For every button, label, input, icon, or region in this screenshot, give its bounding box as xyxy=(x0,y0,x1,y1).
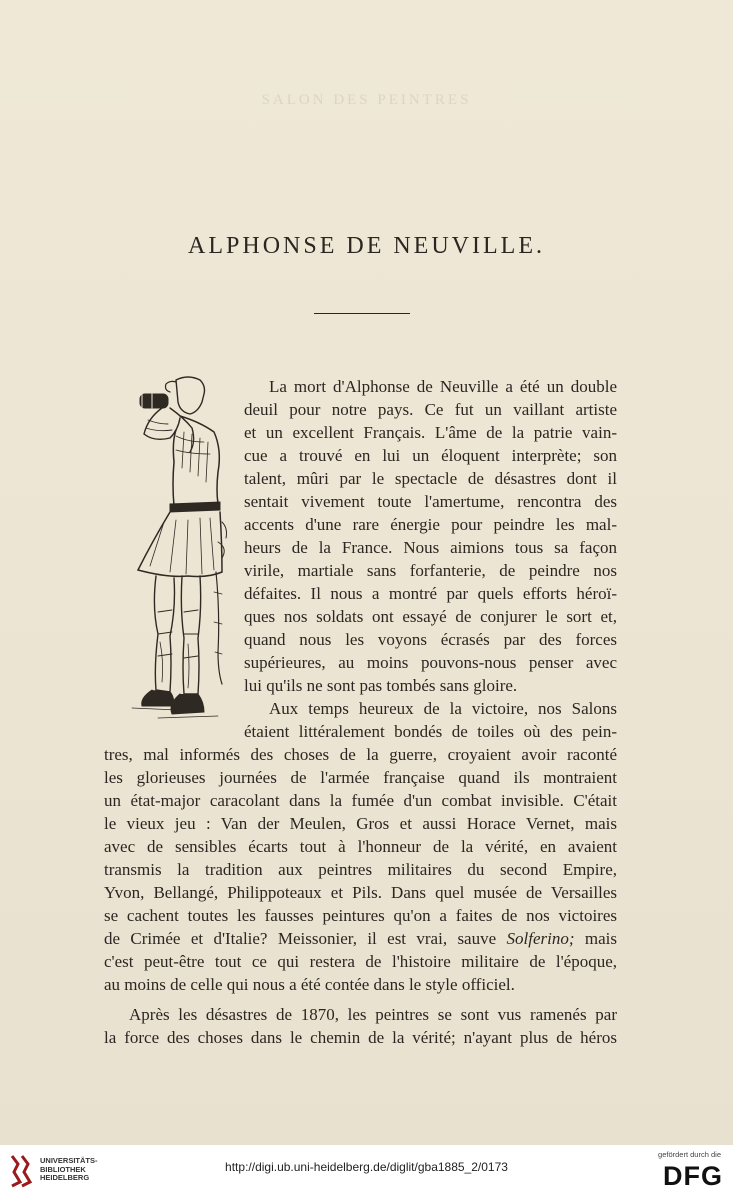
text-segment: mais xyxy=(584,929,618,948)
text-line: les glorieuses journées de l'armée française quand ils montraient xyxy=(104,768,617,787)
text-line: tres, mal informés des choses de la guerre, croyaient avoir raconté xyxy=(104,745,617,764)
text-line: cue a trouvé en lui un éloquent interprète; son xyxy=(244,446,617,465)
text-line: un état-major caracolant dans la fumée d'un combat invisible. C'était xyxy=(104,791,617,810)
text-line: la force des choses dans le chemin de la vérité; n'ayant plus de héros xyxy=(104,1028,617,1047)
text-line: transmis la tradition aux peintres militaires du second Empire, xyxy=(104,860,617,879)
painting-title: Solferino; xyxy=(506,929,575,948)
text-line: Yvon, Bellangé, Philippoteaux et Pils. Dans quel musée de Versailles xyxy=(104,883,617,902)
source-url-link[interactable]: http://digi.ub.uni-heidelberg.de/diglit/gba1885_2/0173 xyxy=(225,1160,508,1174)
library-line: BIBLIOTHEK xyxy=(40,1164,86,1174)
text-line: lui qu'ils ne sont pas tombés sans gloire. xyxy=(244,676,518,695)
text-line: heurs de la France. Nous aimions tous sa façon xyxy=(244,538,617,557)
text-line-solferino xyxy=(104,927,617,950)
library-line: HEIDELBERG xyxy=(40,1173,90,1182)
text-line: au moins de celle qui nous a été contée dans le style officiel. xyxy=(104,975,515,994)
text-line: avec de sensibles écarts tout à l'honneur de la vérité, en avaient xyxy=(104,837,617,856)
text-line: défaites. Il nous a montré par quels efforts héroï- xyxy=(244,584,617,603)
funding-caption: gefördert durch die xyxy=(658,1150,721,1159)
text-line: La mort d'Alphonse de Neuville a été un double xyxy=(269,377,617,396)
text-line: sentait vivement toute l'amertume, rencontra des xyxy=(244,492,617,511)
soldier-illustration xyxy=(118,372,234,727)
text-line: le vieux jeu : Van der Meulen, Gros et aussi Horace Vernet, mais xyxy=(104,814,617,833)
text-line: quand nous les voyons écrasés par des forces xyxy=(244,630,617,649)
text-line: étaient littéralement bondés de toiles où des pein- xyxy=(244,722,617,741)
text-line: Aux temps heureux de la victoire, nos Salons xyxy=(269,699,617,718)
text-line: et un excellent Français. L'âme de la patrie vain- xyxy=(244,423,617,442)
text-segment: de Crimée et d'Italie? Meissonier, il est vrai, sauve xyxy=(104,929,497,948)
running-head-bleedthrough: SALON DES PEINTRES xyxy=(261,92,472,108)
text-line: ques nos soldats ont essayé de conjurer le sort et, xyxy=(244,607,617,626)
text-line: supérieures, au moins pouvons-nous penser avec xyxy=(244,653,617,672)
text-line: se cachent toutes les fausses peintures qu'on a faites de nos victoires xyxy=(104,906,617,925)
text-line: c'est peut-être tout ce qui restera de l'histoire militaire de l'époque, xyxy=(104,952,617,971)
text-line: deuil pour notre pays. Ce fut un vaillant artiste xyxy=(244,400,617,419)
text-line: Après les désastres de 1870, les peintres se sont vus ramenés par xyxy=(129,1005,617,1024)
text-line: virile, martiale sans forfanterie, de peindre nos xyxy=(244,561,617,580)
title-rule xyxy=(314,313,410,314)
library-line: UNIVERSITÄTS- xyxy=(40,1156,98,1165)
dfg-logo: DFG xyxy=(663,1161,723,1191)
text-line: accents d'une rare énergie pour peindre les mal- xyxy=(244,515,617,534)
page-title: ALPHONSE DE NEUVILLE. xyxy=(188,233,545,259)
text-line: talent, mûri par le spectacle de désastres dont il xyxy=(244,469,617,488)
